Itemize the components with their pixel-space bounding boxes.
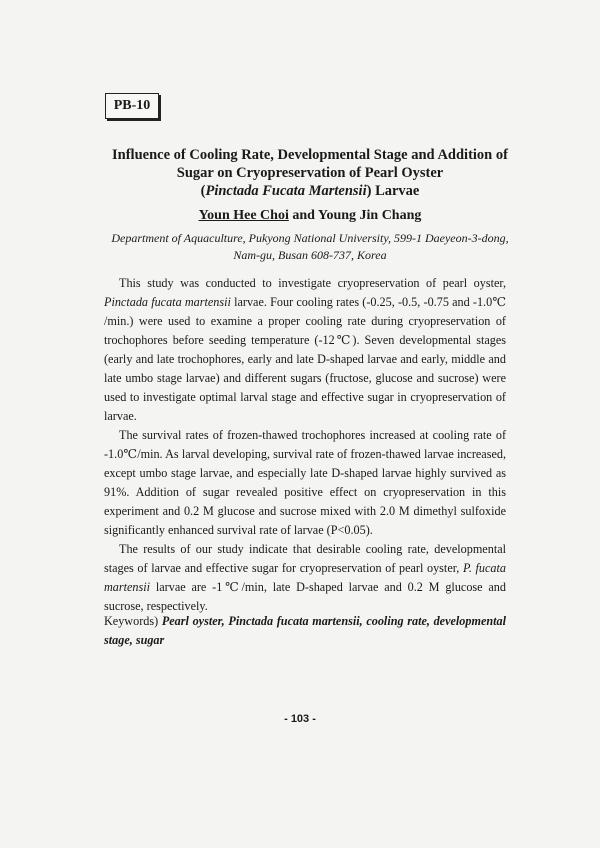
co-author: Young Jin Chang (317, 208, 422, 223)
abstract-paragraph-2: The survival rates of frozen-thawed trochophores increased at cooling rate of -1.0℃/min. As larval developing, survival rate of frozen-thawed larvae increased, except umbo stage larvae, and especially late D-shaped larvae highly survived as 91%. Addition of sugar revealed positive effect on cryopreservation in this experiment and 0.2 M glucose and sucrose mixed with 2.0 M dimethyl sulfoxide significantly enhanced survival rate of larvae (P<0.05). (104, 428, 506, 537)
page-number: - 103 - (284, 713, 316, 725)
species-name: Pinctada fucata martensii (104, 295, 231, 309)
species-name: P. fucata martensii (104, 561, 506, 594)
abstract-text: larvae. Four cooling rates (-0.25, -0.5, -0.75 and -1.0℃ /min.) were used to examine a proper cooling rate during cryopreservation of trochophores before seeding temperature (-12℃). Seven developmental stages (early and late trochophores, early and late D-shaped larvae and early, middle and late umbo stage larvae) and different sugars (fructose, glucose and sucrose) were used to investigate optimal larval stage and effective sugar in cryopreservation of larvae. (104, 295, 506, 423)
title-line-3-open: ( (200, 183, 206, 199)
author-connector: and (288, 208, 318, 223)
title-species: Pinctada Fucata Martensii (205, 183, 367, 199)
paper-title (60, 146, 560, 200)
affiliation-line-2: Nam-gu, Busan 608-737, Korea (233, 248, 387, 262)
author-list (60, 208, 560, 224)
abstract-paragraph-1 (104, 274, 506, 426)
affiliation-line-1: Department of Aquaculture, Pukyong National University, 599-1 Daeyeon-3-dong, (111, 231, 509, 245)
abstract-body (104, 274, 506, 616)
abstract-text: larvae are -1℃/min, late D-shaped larvae and 0.2 M glucose and sucrose, respectively. (104, 580, 506, 613)
keywords-label: Keywords) (104, 614, 162, 628)
abstract-text: This study was conducted to investigate cryopreservation of pearl oyster, (119, 276, 506, 290)
presenting-author: Youn Hee Choi (198, 208, 289, 223)
title-line-1: Influence of Cooling Rate, Developmental Stage and Addition of (112, 147, 508, 163)
abstract-text: The results of our study indicate that desirable cooling rate, developmental stages of larvae and effective sugar for cryopreservation of pearl oyster, (104, 542, 506, 575)
title-line-3-close: ) Larvae (366, 183, 420, 199)
keywords (104, 612, 506, 650)
abstract-paragraph-3 (104, 540, 506, 616)
abstract-id-badge: PB-10 (105, 93, 159, 119)
affiliation (70, 230, 550, 264)
keywords-terms: Pearl oyster, Pinctada fucata martensii, cooling rate, developmental stage, sugar (104, 614, 507, 647)
title-line-2: Sugar on Cryopreservation of Pearl Oyster (176, 165, 444, 181)
